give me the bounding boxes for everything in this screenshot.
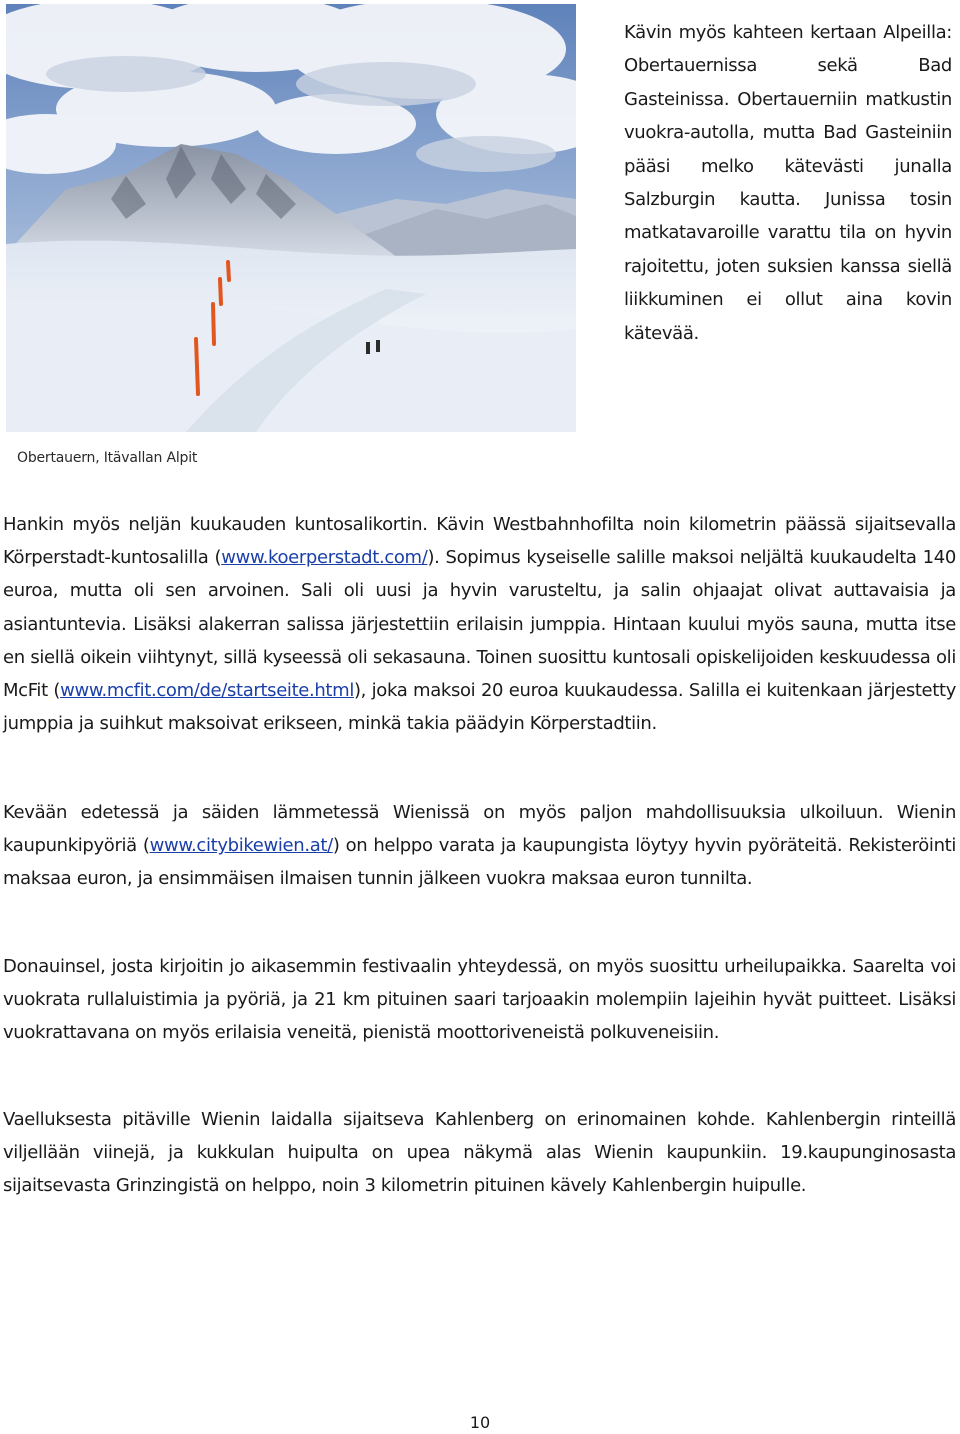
paragraph-citybike: [3, 796, 956, 896]
paragraph-kahlenberg: Vaelluksesta pitäville Wienin laidalla sijaitseva Kahlenberg on erinomainen kohde. Kahlenbergin rinteillä viljellään viinejä, ja kukkulan huipulta on upea näkymä alas Wienin kaupunkiin. 19.kaupunginosasta sijaitsevasta Grinzingistä on helppo, noin 3 kilometrin pituinen kävely Kahlenbergin huipulle.: [3, 1109, 956, 1197]
paragraph-citybike-text-a: Kevään edetessä ja säiden lämmetessä Wienissä on myös paljon mahdollisuuksia ulkoiluun. Wienin kaupunkipyöriä (: [3, 802, 956, 857]
page-number: 10: [469, 1413, 491, 1432]
paragraph-gym-text-b: ). Sopimus kyseiselle salille maksoi neljältä kuukaudelta 140 euroa, mutta oli sen arvoinen. Sali oli uusi ja hyvin varusteltu, ja salin ohjaajat olivat auttavaisia ja asiantuntevia. Lisäksi alakerran salissa järjestettiin erilaisin jumppia. Hintaan kuului myös sauna, mutta itse en siellä oikein viihtynyt, sillä kyseessä oli sekasauna. Toinen suosittu kuntosali opiskelijoiden keskuudessa oli McFit (: [3, 547, 956, 702]
paragraph-citybike-text-b: ) on helppo varata ja kaupungista löytyy hyvin pyöräteitä. Rekisteröinti maksaa euron, ja ensimmäisen ilmaisen tunnin jälkeen vuokra maksaa euron tunnilta.: [3, 835, 956, 890]
paragraph-donauinsel: Donauinsel, josta kirjoitin jo aikasemmin festivaalin yhteydessä, on myös suosittu urheilupaikka. Saarelta voi vuokrata rullaluistimia ja pyöriä, ja 21 km pituinen saari tarjoaakin molempiin lajeihin hyvät puitteet. Lisäksi vuokrattavana on myös erilaisia veneitä, pienistä moottoriveneistä polkuveneisiin.: [3, 956, 956, 1044]
paragraph-gym-text-a: Hankin myös neljän kuukauden kuntosalikortin. Kävin Westbahnhofilta noin kilometrin päässä sijaitsevalla Körperstadt-kuntosalilla (: [3, 514, 956, 569]
koerperstadt-link[interactable]: www.koerperstadt.com/: [221, 547, 428, 569]
paragraph-gym-text-c: ), joka maksoi 20 euroa kuukaudessa. Salilla ei kuitenkaan järjestetty jumppia ja suihkut maksoivat erikseen, minkä takia päädyin Körperstadtiin.: [3, 680, 956, 735]
citybikewien-link[interactable]: www.citybikewien.at/: [149, 835, 333, 857]
ski-slope-photo: [6, 4, 576, 432]
photo-caption: Obertauern, Itävallan Alpit: [17, 450, 198, 466]
mcfit-link[interactable]: www.mcfit.com/de/startseite.html: [60, 680, 354, 702]
photo-side-text: Kävin myös kahteen kertaan Alpeilla: Obertauernissa sekä Bad Gasteinissa. Obertauerniin matkustin vuokra-autolla, mutta Bad Gasteiniin pääsi melko kätevästi junalla Salzburgin kautta. Junissa tosin matkatavaroille varattu tila on hyvin rajoitettu, joten suksien kanssa siellä liikkuminen ei ollut aina kovin kätevää.: [624, 22, 952, 344]
paragraph-gym: [3, 508, 956, 740]
